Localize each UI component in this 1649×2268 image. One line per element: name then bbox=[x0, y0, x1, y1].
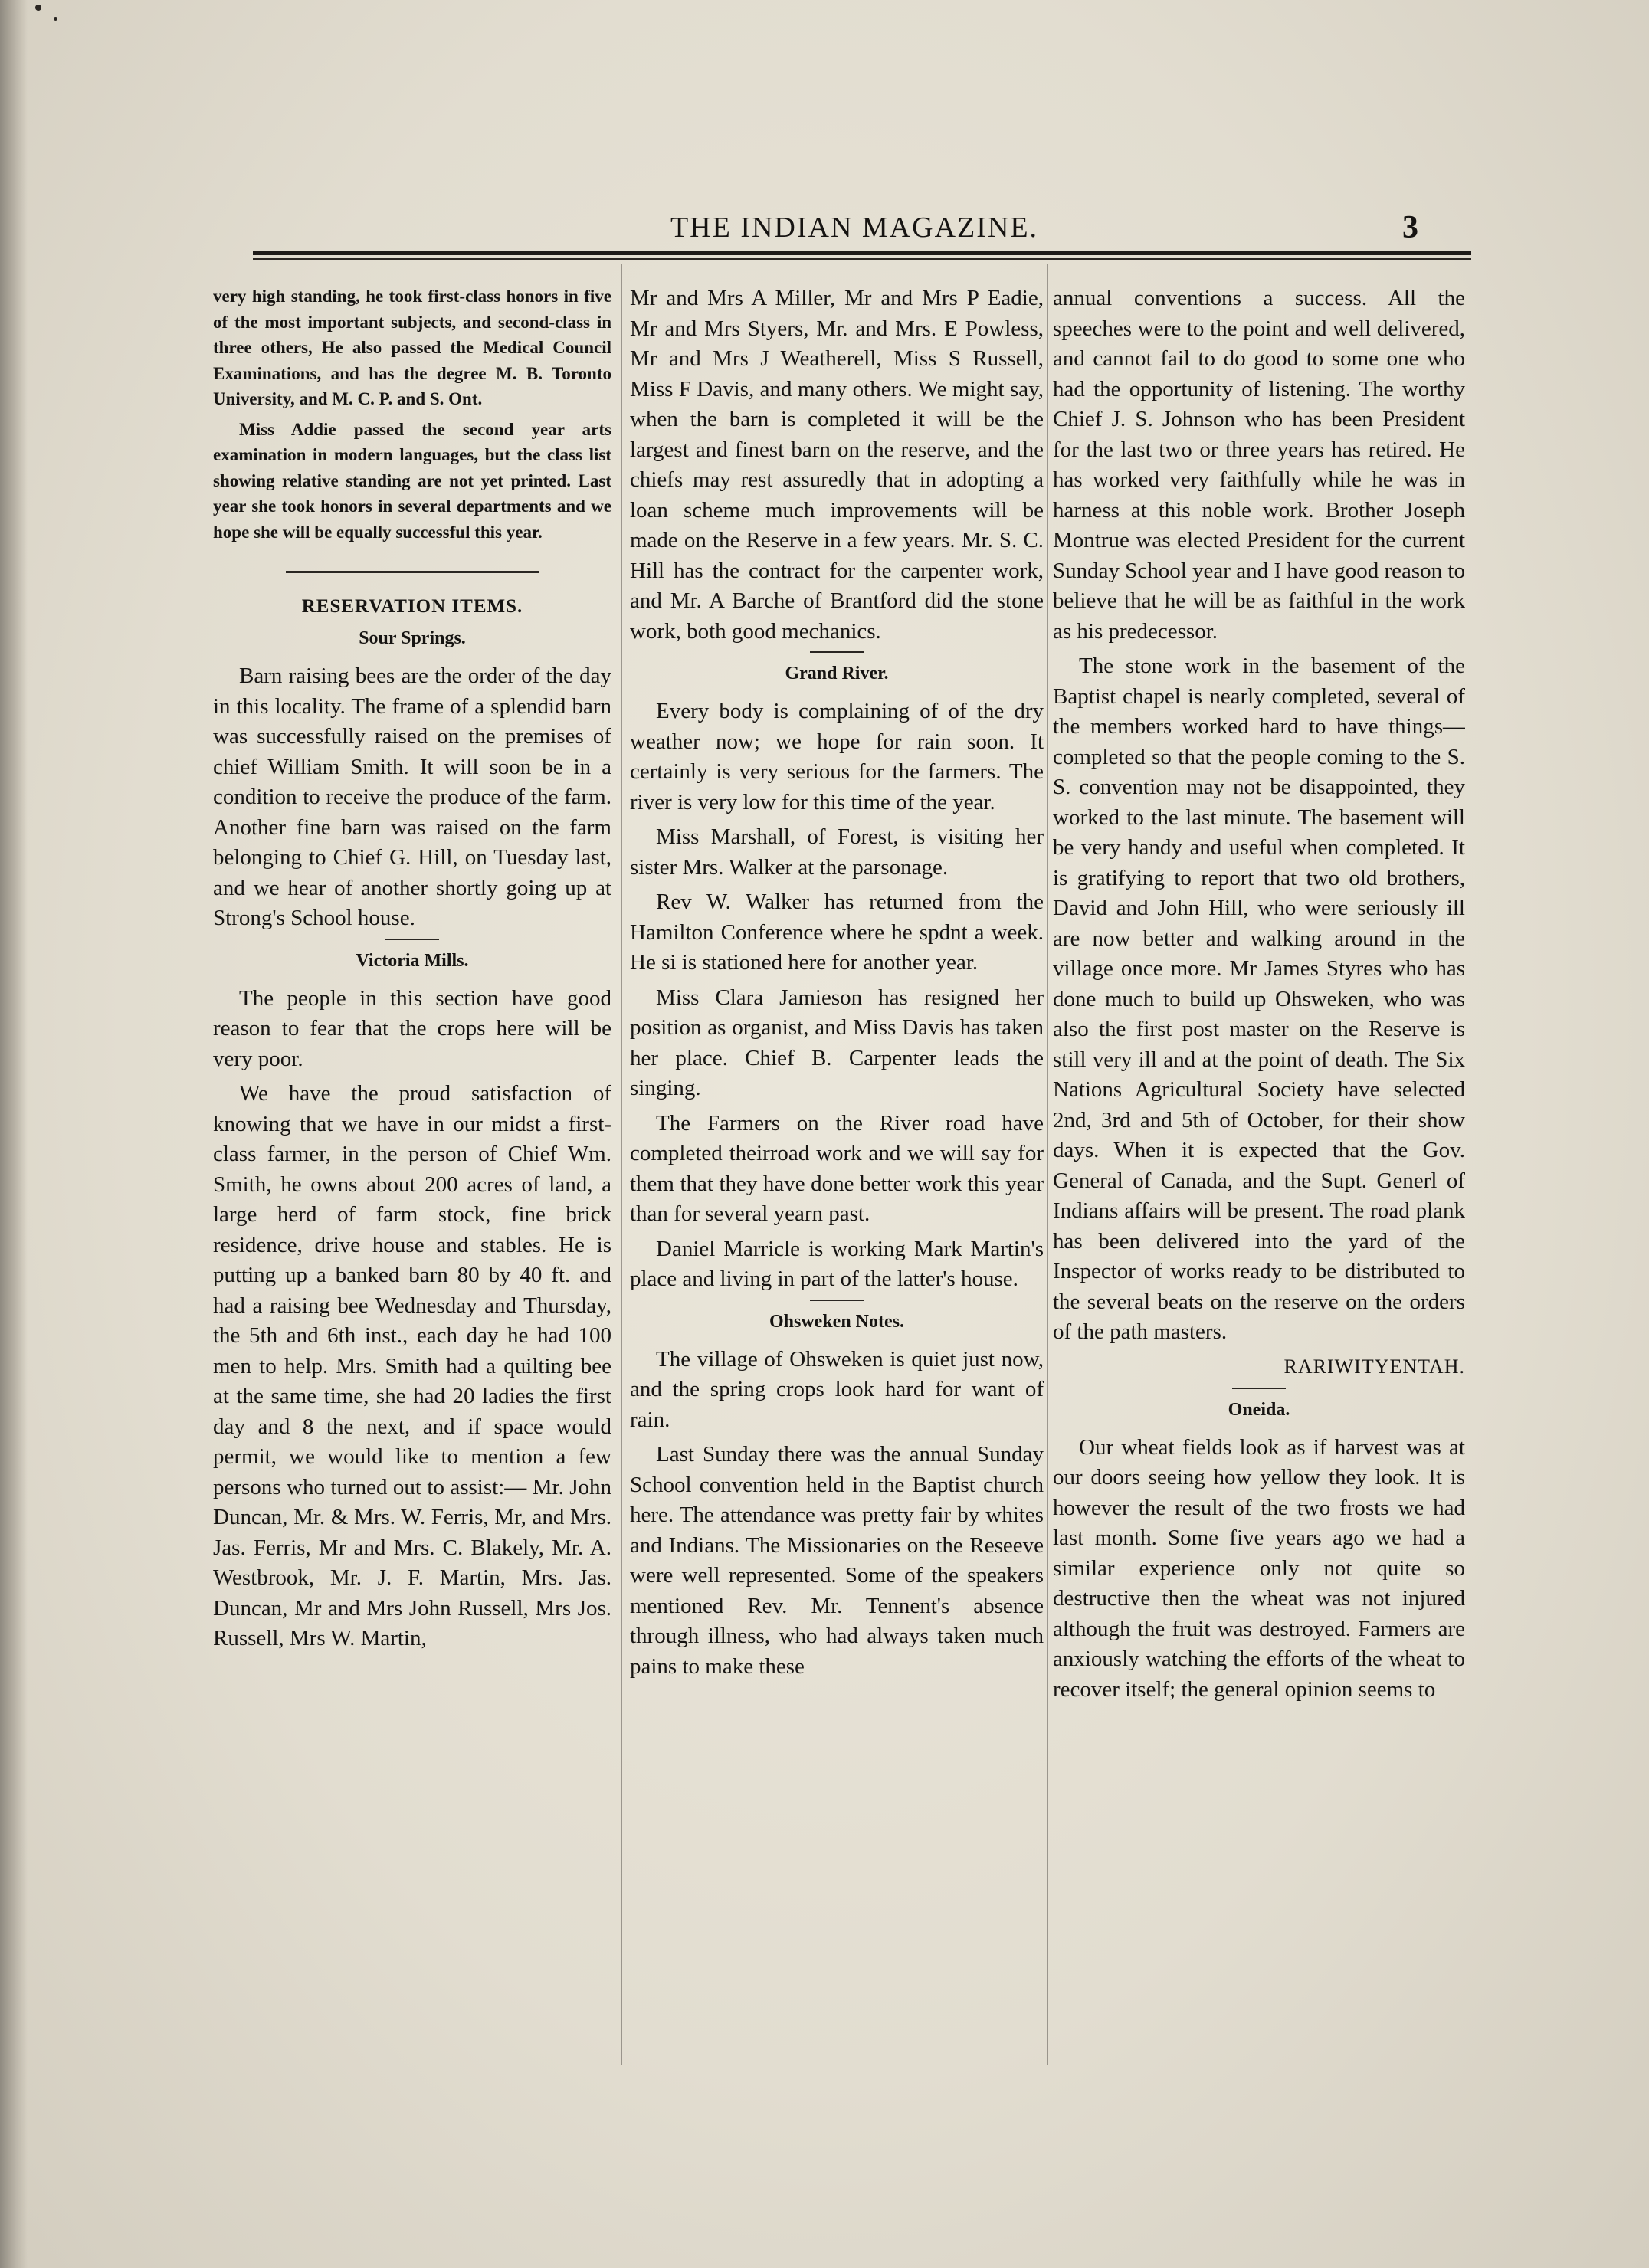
article-heading: Sour Springs. bbox=[359, 628, 466, 648]
page-number: 3 bbox=[1402, 210, 1418, 245]
divider bbox=[1232, 1388, 1286, 1389]
article-paragraph: The village of Ohsweken is quiet just now, and the spring crops look hard for want of rain. bbox=[630, 1346, 1044, 1432]
column-divider bbox=[621, 264, 622, 2065]
article-paragraph: The people in this section have good reason to fear that the crops here will be very poor. bbox=[213, 985, 611, 1071]
ink-speck bbox=[35, 5, 41, 11]
section-title: RESERVATION ITEMS. bbox=[301, 596, 523, 617]
divider bbox=[810, 1300, 864, 1301]
header-rule-thin bbox=[253, 258, 1471, 260]
column-divider bbox=[1047, 264, 1048, 2065]
article-paragraph: The stone work in the basement of the Baptist chapel is nearly completed, several of the members worked hard to have things—completed so that the people coming to the S. S. convention may not be disappointed, they worked to the last minute. The basement will be very handy and useful when completed. It is gratifying to report that two old brothers, David and John Hill, who were seriously ill are now better and walking around in the village once more. Mr James Styres who has done much to build up Ohsweken, who was also the first post master on the Reserve is still very ill and at the point of death. The Six Nations Agricultural Society have selected 2nd, 3rd and 5th of October, for their show days. When it is expected that the Gov. General of Canada, and the Supt. Generl of Indians affairs will be present. The road plank has been delivered into the yard of the Inspector of works ready to be distributed to the several beats on the reserve on the orders of the path masters. bbox=[1053, 654, 1465, 1344]
section-rule bbox=[286, 571, 539, 573]
article-paragraph: Our wheat fields look as if harvest was at our doors seeing how yellow they look. It is however the result of the two frosts we had last month. Some five years ago we had a similar experience only not quite so destructive then the wheat was not injured although the fruit was destroyed. Farmers are anxiously watching the efforts of the wheat to recover itself; the general opinion seems to bbox=[1053, 1434, 1465, 1702]
article-paragraph: Rev W. Walker has returned from the Hamilton Conference where he spdnt a week. He si is stationed here for another year. bbox=[630, 890, 1044, 975]
article-paragraph: The Farmers on the River road have completed theirroad work and we will say for them that they have done better work this year than for several yearn past. bbox=[630, 1110, 1044, 1226]
article-paragraph: Miss Clara Jamieson has resigned her position as organist, and Miss Davis has taken her place. Chief B. Carpenter leads the singing. bbox=[630, 985, 1044, 1100]
divider bbox=[810, 651, 864, 653]
masthead-title: THE INDIAN MAGAZINE. bbox=[670, 211, 1039, 244]
article-paragraph: Miss Addie passed the second year arts examination in modern languages, but the class list showing relative standing are not yet printed. Last year she took honors in several departments and we hope she will be equally successful this year. bbox=[213, 419, 611, 542]
page-spine-shadow bbox=[0, 0, 28, 2268]
article-heading: Grand River. bbox=[785, 664, 889, 683]
page-header bbox=[253, 0, 1456, 245]
article-paragraph: Daniel Marricle is working Mark Martin's place and living in part of the latter's house. bbox=[630, 1236, 1044, 1291]
article-heading: Victoria Mills. bbox=[356, 950, 469, 971]
article-paragraph: We have the proud satisfaction of knowing that we have in our midst a first-class farmer, in the person of Chief Wm. Smith, he owns about 200 acres of land, a large herd of farm stock, fine brick residence, drive house and stables. He is putting up a banked barn 80 by 40 ft. and had a raising bee Wednesday and Thursday, the 5th and 6th inst., each day he had 100 men to help. Mrs. Smith had a quilting bee at the same time, she had 20 ladies the first day and 8 the next, and if space would permit, we would like to mention a few persons who turned out to assist:— Mr. John Duncan, Mr. & Mrs. W. Ferris, Mr, and Mrs. Jas. Ferris, Mr and Mrs. C. Blakely, Mr. A. Westbrook, Mr. J. F. Martin, Mrs. Jas. Duncan, Mr and Mrs John Russell, Mrs Jos. Russell, Mrs W. Martin, bbox=[213, 1081, 611, 1650]
header-rule bbox=[253, 251, 1471, 255]
article-paragraph: Every body is complaining of of the dry weather now; we hope for rain soon. It certainly is very serious for the farmers. The river is very low for this time of the year. bbox=[630, 699, 1044, 814]
article-paragraph: Miss Marshall, of Forest, is visiting her sister Mrs. Walker at the parsonage. bbox=[630, 824, 1044, 880]
article-heading: Ohsweken Notes. bbox=[769, 1311, 904, 1332]
ink-speck bbox=[54, 17, 57, 21]
divider bbox=[385, 939, 439, 940]
article-paragraph: Last Sunday there was the annual Sunday School convention held in the Baptist church here. The attendance was pretty fair by whites and Indians. The Missionaries on the Reseeve were well represented. Some of the speakers mentioned Rev. Mr. Tennent's absence through illness, who had always taken much pains to make these bbox=[630, 1442, 1044, 1679]
column-3 bbox=[1053, 284, 1465, 2061]
article-paragraph: very high standing, he took first-class honors in five of the most important subjects, and second-class in three others, He also passed the Medical Council Examinations, and has the degree M. B. Toronto University, and M. C. P. and S. Ont. bbox=[213, 287, 611, 408]
column-1 bbox=[213, 284, 611, 2061]
author-signature: RARIWITYENTAH. bbox=[1283, 1355, 1465, 1378]
article-paragraph: Mr and Mrs A Miller, Mr and Mrs P Eadie, Mr and Mrs Styers, Mr. and Mrs. E Powless, Mr and Mrs J Weatherell, Miss S Russell, Miss F Davis, and many others. We might say, when the barn is completed it will be the largest and finest barn on the reserve, and the chiefs may rest assuredly that in adopting a loan scheme much improvements will be made on the Reserve in a few years. Mr. S. C. Hill has the contract for the carpenter work, and Mr. A Barche of Brantford did the stone work, both good mechanics. bbox=[630, 286, 1044, 644]
column-2 bbox=[630, 284, 1044, 2061]
article-paragraph: Barn raising bees are the order of the day in this locality. The frame of a splendid barn was successfully raised on the premises of chief William Smith. It will soon be in a condition to receive the produce of the farm. Another fine barn was raised on the farm belonging to Chief G. Hill, on Tuesday last, and we hear of another shortly going up at Strong's School house. bbox=[213, 664, 611, 930]
article-heading: Oneida. bbox=[1228, 1399, 1290, 1420]
article-paragraph: annual conventions a success. All the speeches were to the point and well delivered, and cannot fail to do good to some one who had the opportunity of listening. The worthy Chief J. S. Johnson who has been President for the last two or three years has retired. He has worked very faithfully while he was in harness at this noble work. Brother Joseph Montrue was elected President for the current Sunday School year and I have good reason to believe that he will be as faithful in the work as his predecessor. bbox=[1053, 286, 1465, 644]
